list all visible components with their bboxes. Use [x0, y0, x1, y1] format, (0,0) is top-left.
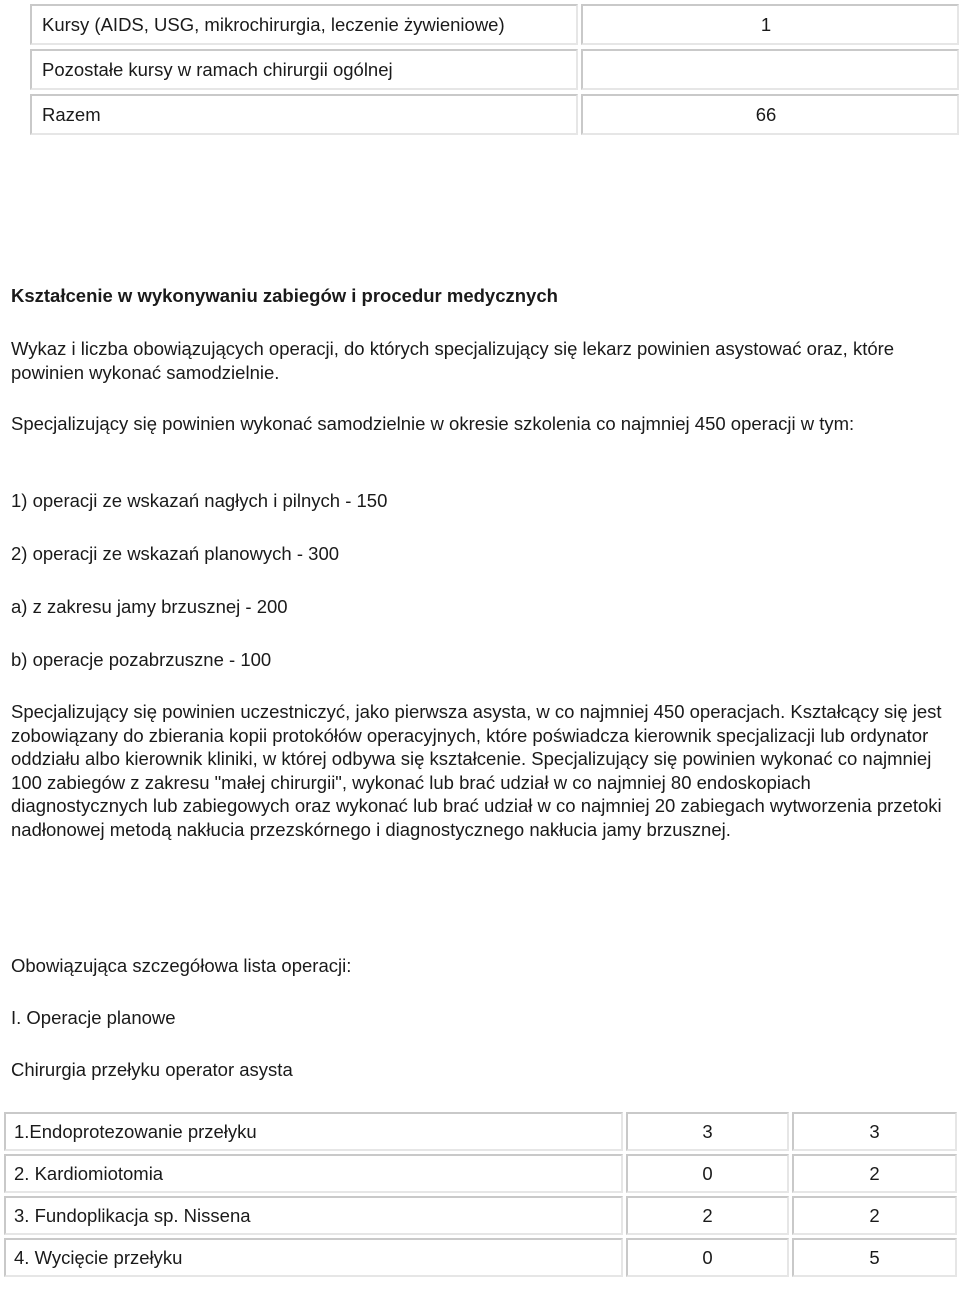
operation-name: 3. Fundoplikacja sp. Nissena [4, 1196, 623, 1235]
operation-name: 2. Kardiomiotomia [4, 1154, 623, 1193]
section-title: Kształcenie w wykonywaniu zabiegów i procedur medycznych [11, 285, 558, 306]
assist-count: 5 [792, 1238, 957, 1277]
requirement-paragraph: Specjalizujący się powinien wykonać samodzielnie w okresie szkolenia co najmniej 450 operacji w tym: [11, 413, 855, 434]
category-heading: I. Operacje planowe [11, 1007, 176, 1028]
operation-name: 1.Endoprotezowanie przełyku [4, 1112, 623, 1151]
total-value: 66 [581, 94, 959, 135]
operator-count: 0 [626, 1154, 789, 1193]
list-heading: Obowiązująca szczegółowa lista operacji: [11, 955, 352, 976]
assist-count: 3 [792, 1112, 957, 1151]
total-label: Razem [30, 94, 578, 135]
course-label: Kursy (AIDS, USG, mikrochirurgia, leczenie żywieniowe) [30, 4, 578, 45]
subcategory-heading: Chirurgia przełyku operator asysta [11, 1059, 293, 1080]
course-value [581, 49, 959, 90]
list-item: b) operacje pozabrzuszne - 100 [11, 649, 272, 670]
courses-table [30, 4, 959, 139]
table-row [30, 94, 959, 135]
course-value: 1 [581, 4, 959, 45]
course-label: Pozostałe kursy w ramach chirurgii ogólnej [30, 49, 578, 90]
list-item: a) z zakresu jamy brzusznej - 200 [11, 596, 288, 617]
operator-count: 0 [626, 1238, 789, 1277]
table-row [4, 1112, 960, 1151]
operations-table [4, 1112, 960, 1280]
table-row [30, 4, 959, 45]
list-item: 1) operacji ze wskazań nagłych i pilnych - 150 [11, 490, 388, 511]
table-row [4, 1196, 960, 1235]
table-row [30, 49, 959, 90]
operation-name: 4. Wycięcie przełyku [4, 1238, 623, 1277]
operator-count: 2 [626, 1196, 789, 1235]
assist-count: 2 [792, 1196, 957, 1235]
intro-paragraph: Wykaz i liczba obowiązujących operacji, do których specjalizujący się lekarz powinien asystować oraz, które powinien wykonać samodzielnie. [11, 338, 895, 383]
assist-count: 2 [792, 1154, 957, 1193]
requirements-paragraph: Specjalizujący się powinien uczestniczyć, jako pierwsza asysta, w co najmniej 450 operacjach. Kształcący się jest zobowiązany do zbierania kopii protokółów operacyjnych, które poświadcza kierownik specjalizacji lub ordynator oddziału albo kierownik kliniki, w której odbywa się kształcenie. Specjalizujący się powinien wykonać co najmniej 100 zabiegów z zakresu "małej chirurgii", wykonać lub brać udział w co najmniej 80 endoskopiach diagnostycznych lub zabiegowych oraz wykonać lub brać udział w co najmniej 20 zabiegach wytworzenia przetoki nadłonowej metodą nakłucia przezskórnego i diagnostycznego nakłucia jamy brzusznej. [11, 701, 942, 840]
operator-count: 3 [626, 1112, 789, 1151]
table-row [4, 1154, 960, 1193]
table-row [4, 1238, 960, 1277]
list-item: 2) operacji ze wskazań planowych - 300 [11, 543, 340, 564]
